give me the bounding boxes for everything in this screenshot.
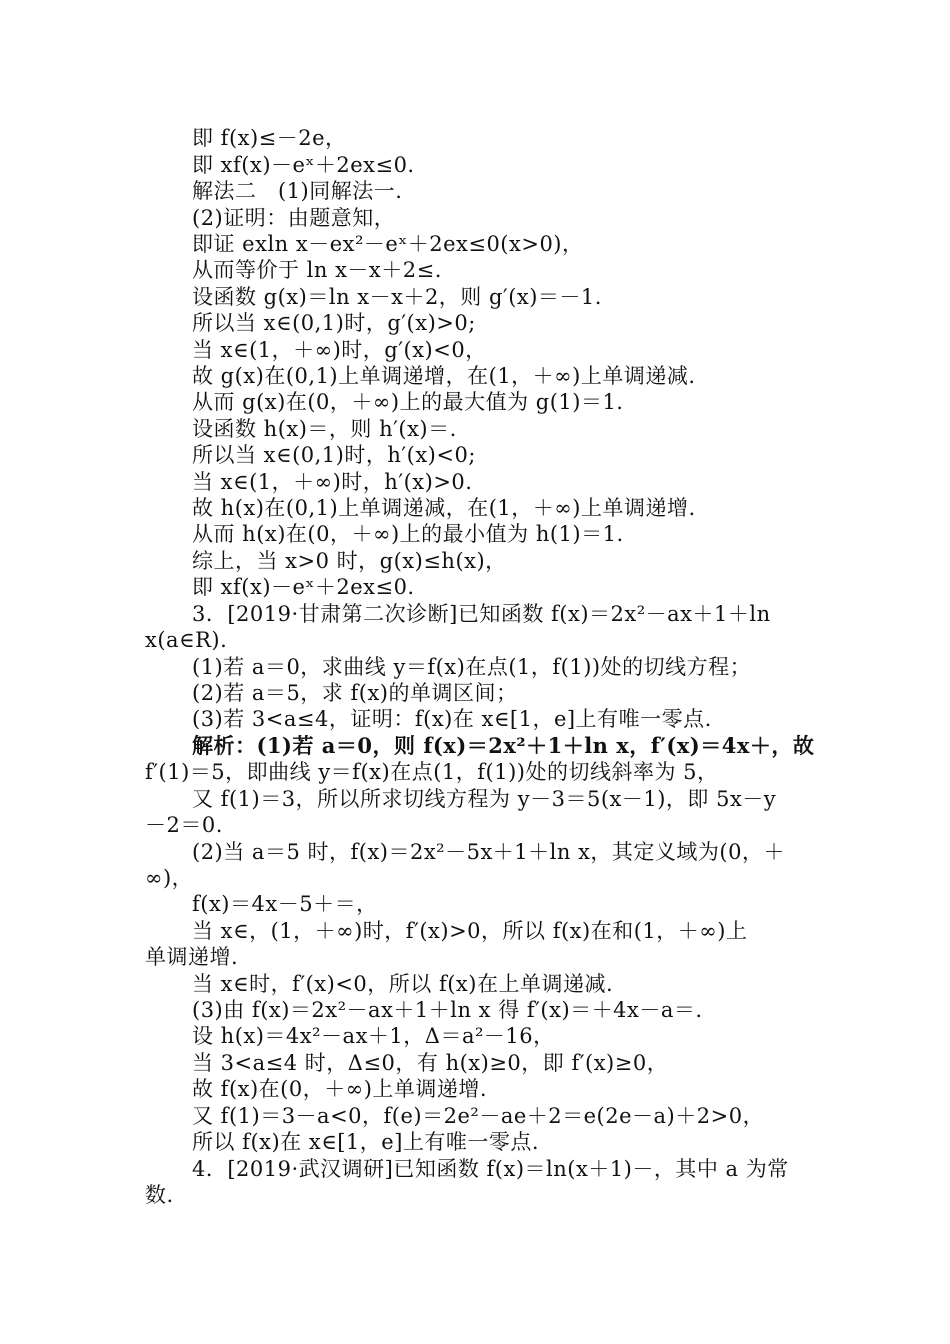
- text-line: (3)若 3<a≤4，证明：f(x)在 x∈[1，e]上有唯一零点.: [192, 707, 712, 731]
- text-line: 当 x∈，(1，＋∞)时，f′(x)>0，所以 f(x)在和(1，＋∞)上: [192, 919, 748, 943]
- text-line: 即证 exln x－ex²－eˣ＋2ex≤0(x>0)，: [192, 232, 584, 256]
- text-line: (1)若 a＝0，求曲线 y＝f(x)在点(1，f(1))处的切线方程；: [192, 655, 752, 679]
- text-line: 设函数 g(x)＝ln x－x＋2，则 g′(x)＝－1.: [192, 285, 602, 309]
- text-line: 当 x∈(1，＋∞)时，h′(x)>0.: [192, 470, 473, 494]
- text-line: f′(1)＝5，即曲线 y＝f(x)在点(1，f(1))处的切线斜率为 5，: [145, 760, 719, 784]
- text-line: －2＝0.: [145, 813, 223, 837]
- text-line: 单调递增.: [145, 945, 239, 969]
- text-line: 故 g(x)在(0,1)上单调递增，在(1，＋∞)上单调递减.: [192, 364, 696, 388]
- solution-heading-line: 解析：(1)若 a＝0，则 f(x)＝2x²＋1＋ln x，f′(x)＝4x＋，故: [192, 733, 815, 758]
- text-line: 设 h(x)＝4x²－ax＋1，Δ＝a²－16，: [192, 1024, 555, 1048]
- text-line: 解法二 (1)同解法一.: [192, 179, 403, 203]
- text-line: 从而 h(x)在(0，＋∞)上的最小值为 h(1)＝1.: [192, 522, 624, 546]
- text-line: 所以当 x∈(0,1)时，g′(x)>0;: [192, 311, 476, 335]
- text-line: 又 f(1)＝3－a<0，f(e)＝2e²－ae＋2＝e(2e－a)＋2>0，: [192, 1104, 765, 1128]
- text-line: ∞)，: [145, 866, 194, 890]
- text-line: 即 f(x)≤－2e，: [192, 126, 347, 150]
- text-line: 故 f(x)在(0，＋∞)上单调递增.: [192, 1077, 488, 1101]
- problem-4-stem: 4．[2019·武汉调研]已知函数 f(x)＝ln(x＋1)－，其中 a 为常: [192, 1157, 789, 1181]
- text-line: (2)当 a＝5 时，f(x)＝2x²－5x＋1＋ln x，其定义域为(0，＋: [192, 840, 785, 864]
- text-line: f(x)＝4x－5＋＝，: [192, 892, 378, 916]
- text-line: (3)由 f(x)＝2x²－ax＋1＋ln x 得 f′(x)＝＋4x－a＝.: [192, 998, 703, 1022]
- text-line: 故 h(x)在(0,1)上单调递减，在(1，＋∞)上单调递增.: [192, 496, 696, 520]
- text-line: 当 3<a≤4 时，Δ≤0，有 h(x)≥0，即 f′(x)≥0，: [192, 1051, 669, 1075]
- text-line: x(a∈R).: [145, 628, 228, 652]
- text-line: 综上，当 x>0 时，g(x)≤h(x)，: [192, 549, 507, 573]
- text-line: 从而等价于 ln x－x＋2≤.: [192, 258, 442, 282]
- text-line: 又 f(1)＝3，所以所求切线方程为 y－3＝5(x－1)，即 5x－y: [192, 787, 777, 811]
- text-line: 当 x∈(1，＋∞)时，g′(x)<0，: [192, 338, 487, 362]
- text-line: (2)若 a＝5，求 f(x)的单调区间；: [192, 681, 518, 705]
- text-line: (2)证明：由题意知，: [192, 206, 396, 230]
- text-line: 所以当 x∈(0,1)时，h′(x)<0;: [192, 443, 476, 467]
- text-line: 当 x∈时，f′(x)<0，所以 f(x)在上单调递减.: [192, 972, 614, 996]
- text-line: 所以 f(x)在 x∈[1，e]上有唯一零点.: [192, 1130, 540, 1154]
- text-line: 即 xf(x)－eˣ＋2ex≤0.: [192, 575, 415, 599]
- text-line: 数.: [145, 1183, 174, 1207]
- text-line: 设函数 h(x)＝，则 h′(x)＝.: [192, 417, 457, 441]
- text-line: 即 xf(x)－eˣ＋2ex≤0.: [192, 153, 415, 177]
- text-line: 从而 g(x)在(0，＋∞)上的最大值为 g(1)＝1.: [192, 390, 624, 414]
- problem-3-stem: 3．[2019·甘肃第二次诊断]已知函数 f(x)＝2x²－ax＋1＋ln: [192, 602, 771, 626]
